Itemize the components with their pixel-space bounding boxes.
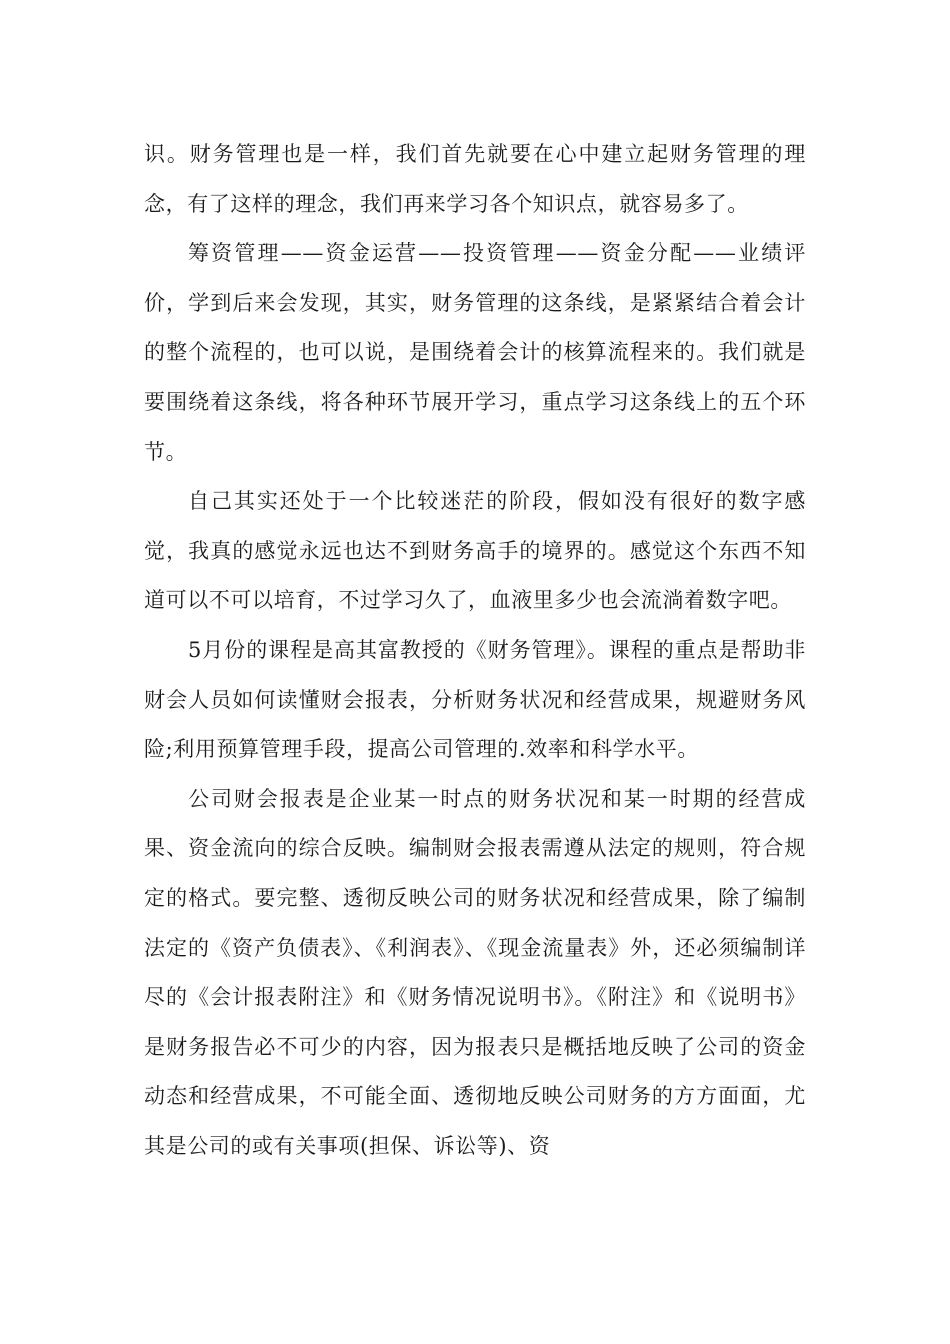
paragraph-3: 自己其实还处于一个比较迷茫的阶段，假如没有很好的数字感觉，我真的感觉永远也达不到财务高手的境界的。感觉这个东西不知道可以不可以培育，不过学习久了，血液里多少也会流淌着数字吧。 — [144, 489, 806, 613]
paragraph-5: 公司财会报表是企业某一时点的财务状况和某一时期的经营成果、资金流向的综合反映。编制财会报表需遵从法定的规则，符合规定的格式。要完整、透彻反映公司的财务状况和经营成果，除了编制法定的《资产负债表》、《利润表》、《现金流量表》外，还必须编制详尽的《会计报表附注》和《财务情况说明书》。《附注》和《说明书》是财务报告必不可少的内容，因为报表只是概括地反映了公司的资金动态和经营成果，不可能全面、透彻地反映公司财务的方方面面，尤其是公司的或有关事项(担保、诉讼等)、资 — [144, 786, 806, 1158]
document-body — [144, 130, 806, 1171]
paragraph-1: 识。财务管理也是一样，我们首先就要在心中建立起财务管理的理念，有了这样的理念，我们再来学习各个知识点，就容易多了。 — [144, 142, 806, 216]
paragraph-4: 5月份的课程是高其富教授的《财务管理》。课程的重点是帮助非财会人员如何读懂财会报表，分析财务状况和经营成果，规避财务风险;利用预算管理手段，提高公司管理的.效率和科学水平。 — [144, 637, 806, 762]
paragraph-2: 筹资管理——资金运营——投资管理——资金分配——业绩评价，学到后来会发现，其实，财务管理的这条线，是紧紧结合着会计的整个流程的，也可以说，是围绕着会计的核算流程来的。我们就是要围绕着这条线，将各种环节展开学习，重点学习这条线上的五个环节。 — [144, 241, 806, 464]
